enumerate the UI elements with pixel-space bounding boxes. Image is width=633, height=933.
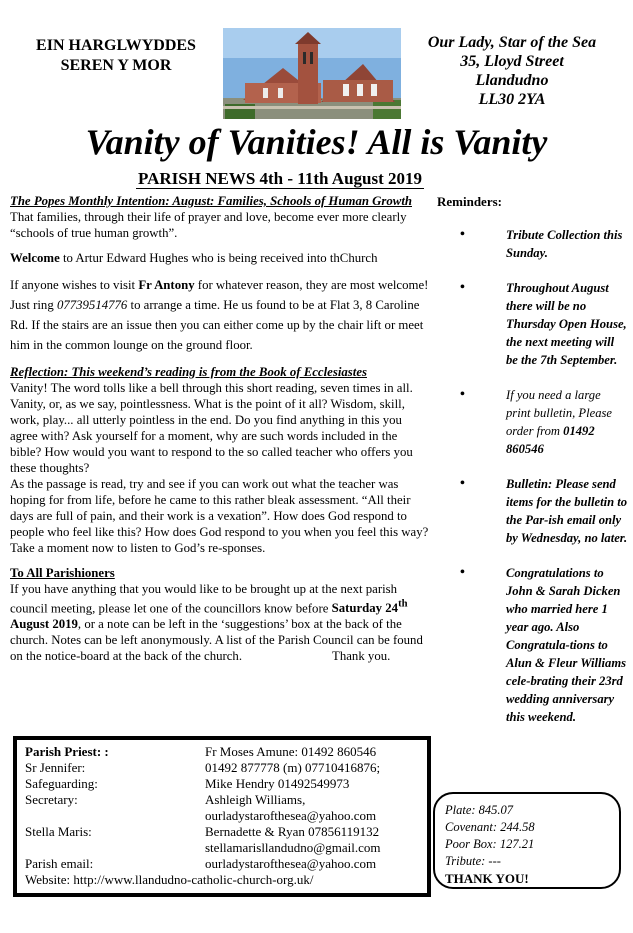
- jennifer-label: Sr Jennifer:: [25, 760, 86, 775]
- collection-plate: Plate: 845.07: [445, 803, 514, 817]
- welsh-line-2: SEREN Y MOR: [60, 57, 172, 74]
- parishioners-paragraph: [10, 581, 430, 664]
- reminders-heading: Reminders:: [437, 194, 502, 209]
- reminder-text-5: Congratulations to John & Sarah Dicken who married here 1 year ago. Also Congratula-tions to Alun & Fleur Williams cele-brating their 23rd wedding anniversary this weekend.: [506, 566, 627, 724]
- parishioners-post: , or a note can be left in the ‘suggestions’ box at the back of the church. Notes can be left anonymously. A list of the Parish Council can be found on the notice-board at the back of the church.: [10, 617, 423, 664]
- contact-row-email: [25, 856, 419, 872]
- reflection-heading: Reflection: This weekend’s reading is from the Book of Ecclesiastes: [10, 365, 367, 379]
- contact-row-secretary: [25, 792, 419, 824]
- stella-names: Bernadette & Ryan 07856119132: [205, 824, 380, 839]
- contact-row-stella: [25, 824, 419, 856]
- antony-phone: 07739514776: [56, 298, 128, 312]
- parishioners-heading: To All Parishioners: [10, 566, 115, 580]
- address-line-1: Our Lady, Star of the Sea: [427, 34, 597, 51]
- intention-body: That families, through their life of prayer and love, become ever more clearly “schools of true human growth”.: [10, 210, 407, 240]
- parishioners-pre: If you have anything that you would like to be brought up at the next parish council meeting, please let one of the councillors know before: [10, 582, 398, 616]
- contacts-box: [13, 736, 431, 897]
- jennifer-value: 01492 877778 (m) 07710416876;: [205, 760, 381, 775]
- contact-row-jennifer: [25, 760, 419, 776]
- antony-post: to arrange a time. He us found to be at Flat 3, 8 Caroline Rd. If the stairs are an issue then you can either come up by the chair lift or meet him in the common lounge on the ground floor.: [10, 298, 424, 352]
- contact-row-safeguarding: [25, 776, 419, 792]
- welcome-lead: Welcome: [10, 251, 60, 265]
- reminders-list: [436, 226, 628, 726]
- bulletin-title: Vanity of Vanities! All is Vanity: [85, 122, 548, 162]
- bullet-icon: •: [460, 565, 465, 580]
- reminder-text-4: Bulletin: Please send items for the bulletin to the Par-ish email only by Wednesday, no later.: [506, 477, 628, 545]
- collection-covenant: Covenant: 244.58: [445, 820, 535, 834]
- intention-heading: The Popes Monthly Intention: August: Families, Schools of Human Growth: [10, 194, 412, 208]
- reminder-item: [436, 279, 628, 369]
- reminder-item: [436, 475, 628, 547]
- church-photo: [223, 28, 401, 119]
- collection-poor-box: Poor Box: 127.21: [445, 837, 535, 851]
- reminder-text-3a: If you need a large print bulletin, Please order from: [506, 388, 612, 438]
- reminder-text-2: Throughout August there will be no Thursday Open House, the next meeting will be the 7th September.: [506, 281, 627, 367]
- reminder-item: [436, 226, 628, 262]
- bullet-icon: •: [460, 280, 465, 295]
- email-value: ourladystarofthesea@yahoo.com: [205, 856, 377, 871]
- bulletin-subtitle: [130, 168, 430, 190]
- reminder-item: [436, 386, 628, 458]
- safeguarding-value: Mike Hendry 01492549973: [205, 776, 350, 791]
- parishioners-date-post: August 2019: [10, 617, 78, 632]
- email-label: Parish email:: [25, 856, 94, 871]
- stella-label: Stella Maris:: [25, 824, 92, 839]
- address-line-2: 35, Lloyd Street: [460, 53, 564, 70]
- secretary-label: Secretary:: [25, 792, 78, 807]
- main-column: [10, 193, 430, 664]
- collection-tribute: Tribute: ---: [445, 854, 501, 868]
- reminder-item: [436, 564, 628, 726]
- priest-label: Parish Priest: :: [25, 744, 109, 759]
- welcome-paragraph: [10, 250, 430, 266]
- reflection-para-1: Vanity! The word tolls like a bell through this short reading, seven times in all. Vanity, or, as we say, pointlessness. What is the point of it all? Wisdom, skill, work, play... all utterly pointless in the end. Do you find anything in this you agree with? Ask yourself for a moment, why are such words included in the bible? How would you want to respond to the so called teacher who offers you these thoughts?: [10, 381, 413, 475]
- priest-value: Fr Moses Amune: 01492 860546: [205, 744, 377, 759]
- address-line-4: LL30 2YA: [478, 91, 546, 108]
- secretary-name: Ashleigh Williams,: [205, 792, 306, 807]
- intention-paragraph: [10, 193, 430, 241]
- stella-email: stellamarisllandudno@gmail.com: [205, 840, 381, 855]
- welcome-body: to Artur Edward Hughes who is being received into thChurch: [59, 251, 378, 265]
- reflection-para-2: As the passage is read, try and see if you can work out what the teacher was hoping for from life, before he came to this rather bleak assessment. “All their days are full of pain, and their work is a vexation”. How does God respond to people who feel like this? How does God respond to you when you feel this way? Take a moment now to listen to God’s re-sponses.: [10, 477, 429, 555]
- subtitle-text: PARISH NEWS 4th - 11th August 2019: [137, 169, 423, 188]
- safeguarding-label: Safeguarding:: [25, 776, 98, 791]
- collection-thanks: THANK YOU!: [445, 871, 529, 886]
- reminder-text-3b: 01492 860546: [506, 424, 595, 456]
- reminder-text-1: Tribute Collection this Sunday.: [506, 228, 623, 260]
- parishioners-thanks: Thank you.: [332, 649, 391, 664]
- antony-name: Fr Antony: [138, 278, 195, 292]
- website-line: Website: http://www.llandudno-catholic-church-org.uk/: [25, 872, 314, 887]
- bullet-icon: •: [460, 227, 465, 242]
- antony-pre: If anyone wishes to visit: [10, 278, 139, 292]
- parishioners-date-pre: Saturday 24: [331, 601, 399, 616]
- church-address: [404, 33, 620, 109]
- collection-box: [433, 792, 621, 889]
- welsh-line-1: EIN HARGLWYDDES: [36, 37, 196, 54]
- secretary-email: ourladystarofthesea@yahoo.com: [205, 808, 377, 823]
- welsh-church-name: [10, 36, 222, 76]
- contact-row-priest: [25, 744, 419, 760]
- address-line-3: Llandudno: [475, 72, 549, 89]
- bullet-icon: •: [460, 387, 465, 402]
- antony-mid: for whatever reason, they are most welcome! Just ring: [10, 278, 429, 312]
- parishioners-date-sup: th: [398, 599, 408, 610]
- antony-paragraph: [10, 275, 430, 355]
- bullet-icon: •: [460, 476, 465, 491]
